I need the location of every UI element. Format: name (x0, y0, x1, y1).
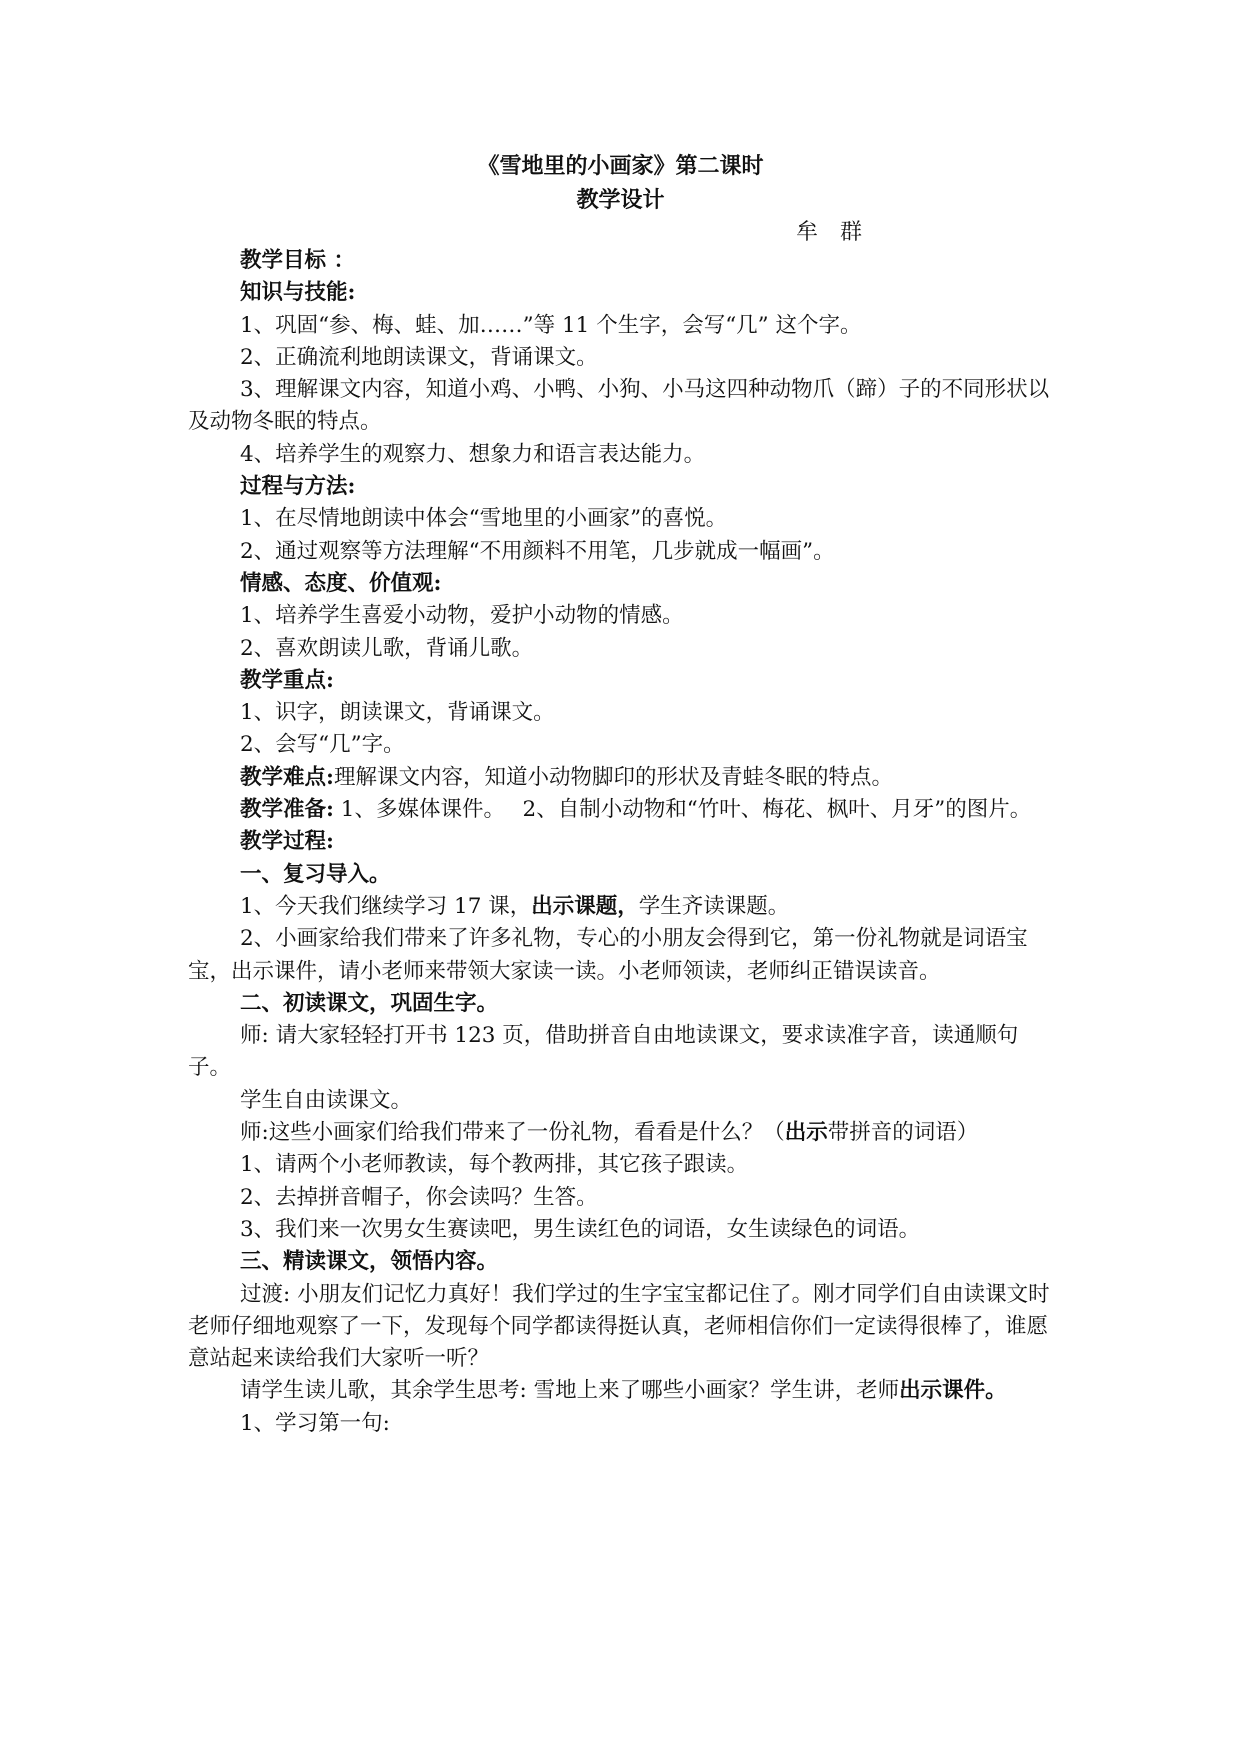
section-2-item-3: 3、我们来一次男女生赛读吧，男生读红色的词语，女生读绿色的词语。 (240, 1216, 921, 1242)
section-2-teacher-2-text: 师:这些小画家们给我们带来了一份礼物，看看是什么？（ (240, 1120, 785, 1146)
show-title-emphasis: 出示课题， (531, 893, 639, 919)
show-emphasis: 出示 (784, 1120, 828, 1146)
process-method-item-2: 2、通过观察等方法理解“不用颜料不用笔，几步就成一幅画”。 (240, 538, 835, 564)
section-1-heading: 一、复习导入。 (240, 861, 391, 887)
process-method-heading: 过程与方法: (240, 474, 356, 500)
document-body (188, 245, 1058, 1440)
difficulty-label: 教学难点: (240, 764, 334, 790)
section-2-students: 学生自由读课文。 (240, 1087, 413, 1113)
section-1-item-2: 2、小画家给我们带来了许多礼物，专心的小朋友会得到它，第一份礼物就是词语宝宝，出示课件，请小老师来带领大家读一读。小老师领读，老师纠正错误读音。 (188, 926, 1028, 984)
preparation-label: 教学准备: (240, 797, 334, 823)
preparation-text: 1、多媒体课件。 2、自制小动物和“竹叶、梅花、枫叶、月牙”的图片。 (333, 797, 1032, 823)
knowledge-item-1: 1、巩固“参、梅、蛙、加……”等 11 个生字，会写“几” 这个字。 (240, 312, 862, 338)
section-2-teacher-2 (188, 1117, 1058, 1149)
keypoints-heading: 教学重点: (240, 667, 334, 693)
emotion-heading: 情感、态度、价值观: (240, 570, 442, 596)
difficulty-paragraph (188, 762, 1058, 794)
section-2-heading: 二、初读课文，巩固生字。 (240, 990, 499, 1016)
section-1-item-1-tail: 学生齐读课题。 (638, 893, 790, 919)
section-3-reading-text: 请学生读儿歌，其余学生思考: 雪地上来了哪些小画家？学生讲，老师 (240, 1378, 900, 1404)
difficulty-text: 理解课文内容，知道小动物脚印的形状及青蛙冬眠的特点。 (333, 764, 893, 790)
section-3-heading: 三、精读课文，领悟内容。 (240, 1249, 499, 1275)
document-subtitle: 教学设计 (576, 187, 665, 213)
process-heading: 教学过程: (240, 829, 334, 855)
keypoint-item-2: 2、会写“几”字。 (240, 732, 405, 758)
section-1-item-1-text: 1、今天我们继续学习 17 课， (240, 893, 532, 919)
objectives-heading: 教学目标 ： (240, 248, 355, 273)
emotion-item-2: 2、喜欢朗读儿歌，背诵儿歌。 (240, 635, 534, 661)
author-name: 牟 群 (796, 220, 863, 245)
section-2-item-2: 2、去掉拼音帽子，你会读吗？生答。 (240, 1184, 598, 1210)
show-courseware-emphasis: 出示课件。 (899, 1378, 1007, 1404)
keypoint-item-1: 1、识字，朗读课文，背诵课文。 (240, 700, 555, 726)
knowledge-heading: 知识与技能: (240, 280, 356, 306)
knowledge-item-4: 4、培养学生的观察力、想象力和语言表达能力。 (240, 441, 706, 467)
section-2-item-1: 1、请两个小老师教读，每个教两排，其它孩子跟读。 (240, 1152, 749, 1178)
section-3-reading (188, 1375, 1058, 1407)
knowledge-item-3: 3、理解课文内容，知道小鸡、小鸭、小狗、小马这四种动物爪（蹄）子的不同形状以及动物冬眠的特点。 (188, 377, 1050, 435)
preparation-paragraph (188, 794, 1058, 826)
process-method-item-1: 1、在尽情地朗读中体会“雪地里的小画家”的喜悦。 (240, 506, 728, 532)
section-2-teacher-2-tail: 带拼音的词语） (827, 1120, 979, 1146)
document-title: 《雪地里的小画家》第二课时 (477, 153, 764, 179)
section-1-item-1 (188, 891, 1058, 923)
emotion-item-1: 1、培养学生喜爱小动物，爱护小动物的情感。 (240, 603, 684, 629)
section-2-teacher-1: 师: 请大家轻轻打开书 123 页，借助拼音自由地读课文，要求读准字音，读通顺句子。 (188, 1023, 1019, 1081)
knowledge-item-2: 2、正确流利地朗读课文，背诵课文。 (240, 344, 598, 370)
section-3-transition: 过渡: 小朋友们记忆力真好！我们学过的生字宝宝都记住了。刚才同学们自由读课文时老师仔细地观察了一下，发现每个同学都读得挺认真，老师相信你们一定读得很棒了，谁愿意站起来读给我们大家听一听？ (188, 1281, 1050, 1372)
section-3-item-1: 1、学习第一句: (240, 1410, 390, 1436)
